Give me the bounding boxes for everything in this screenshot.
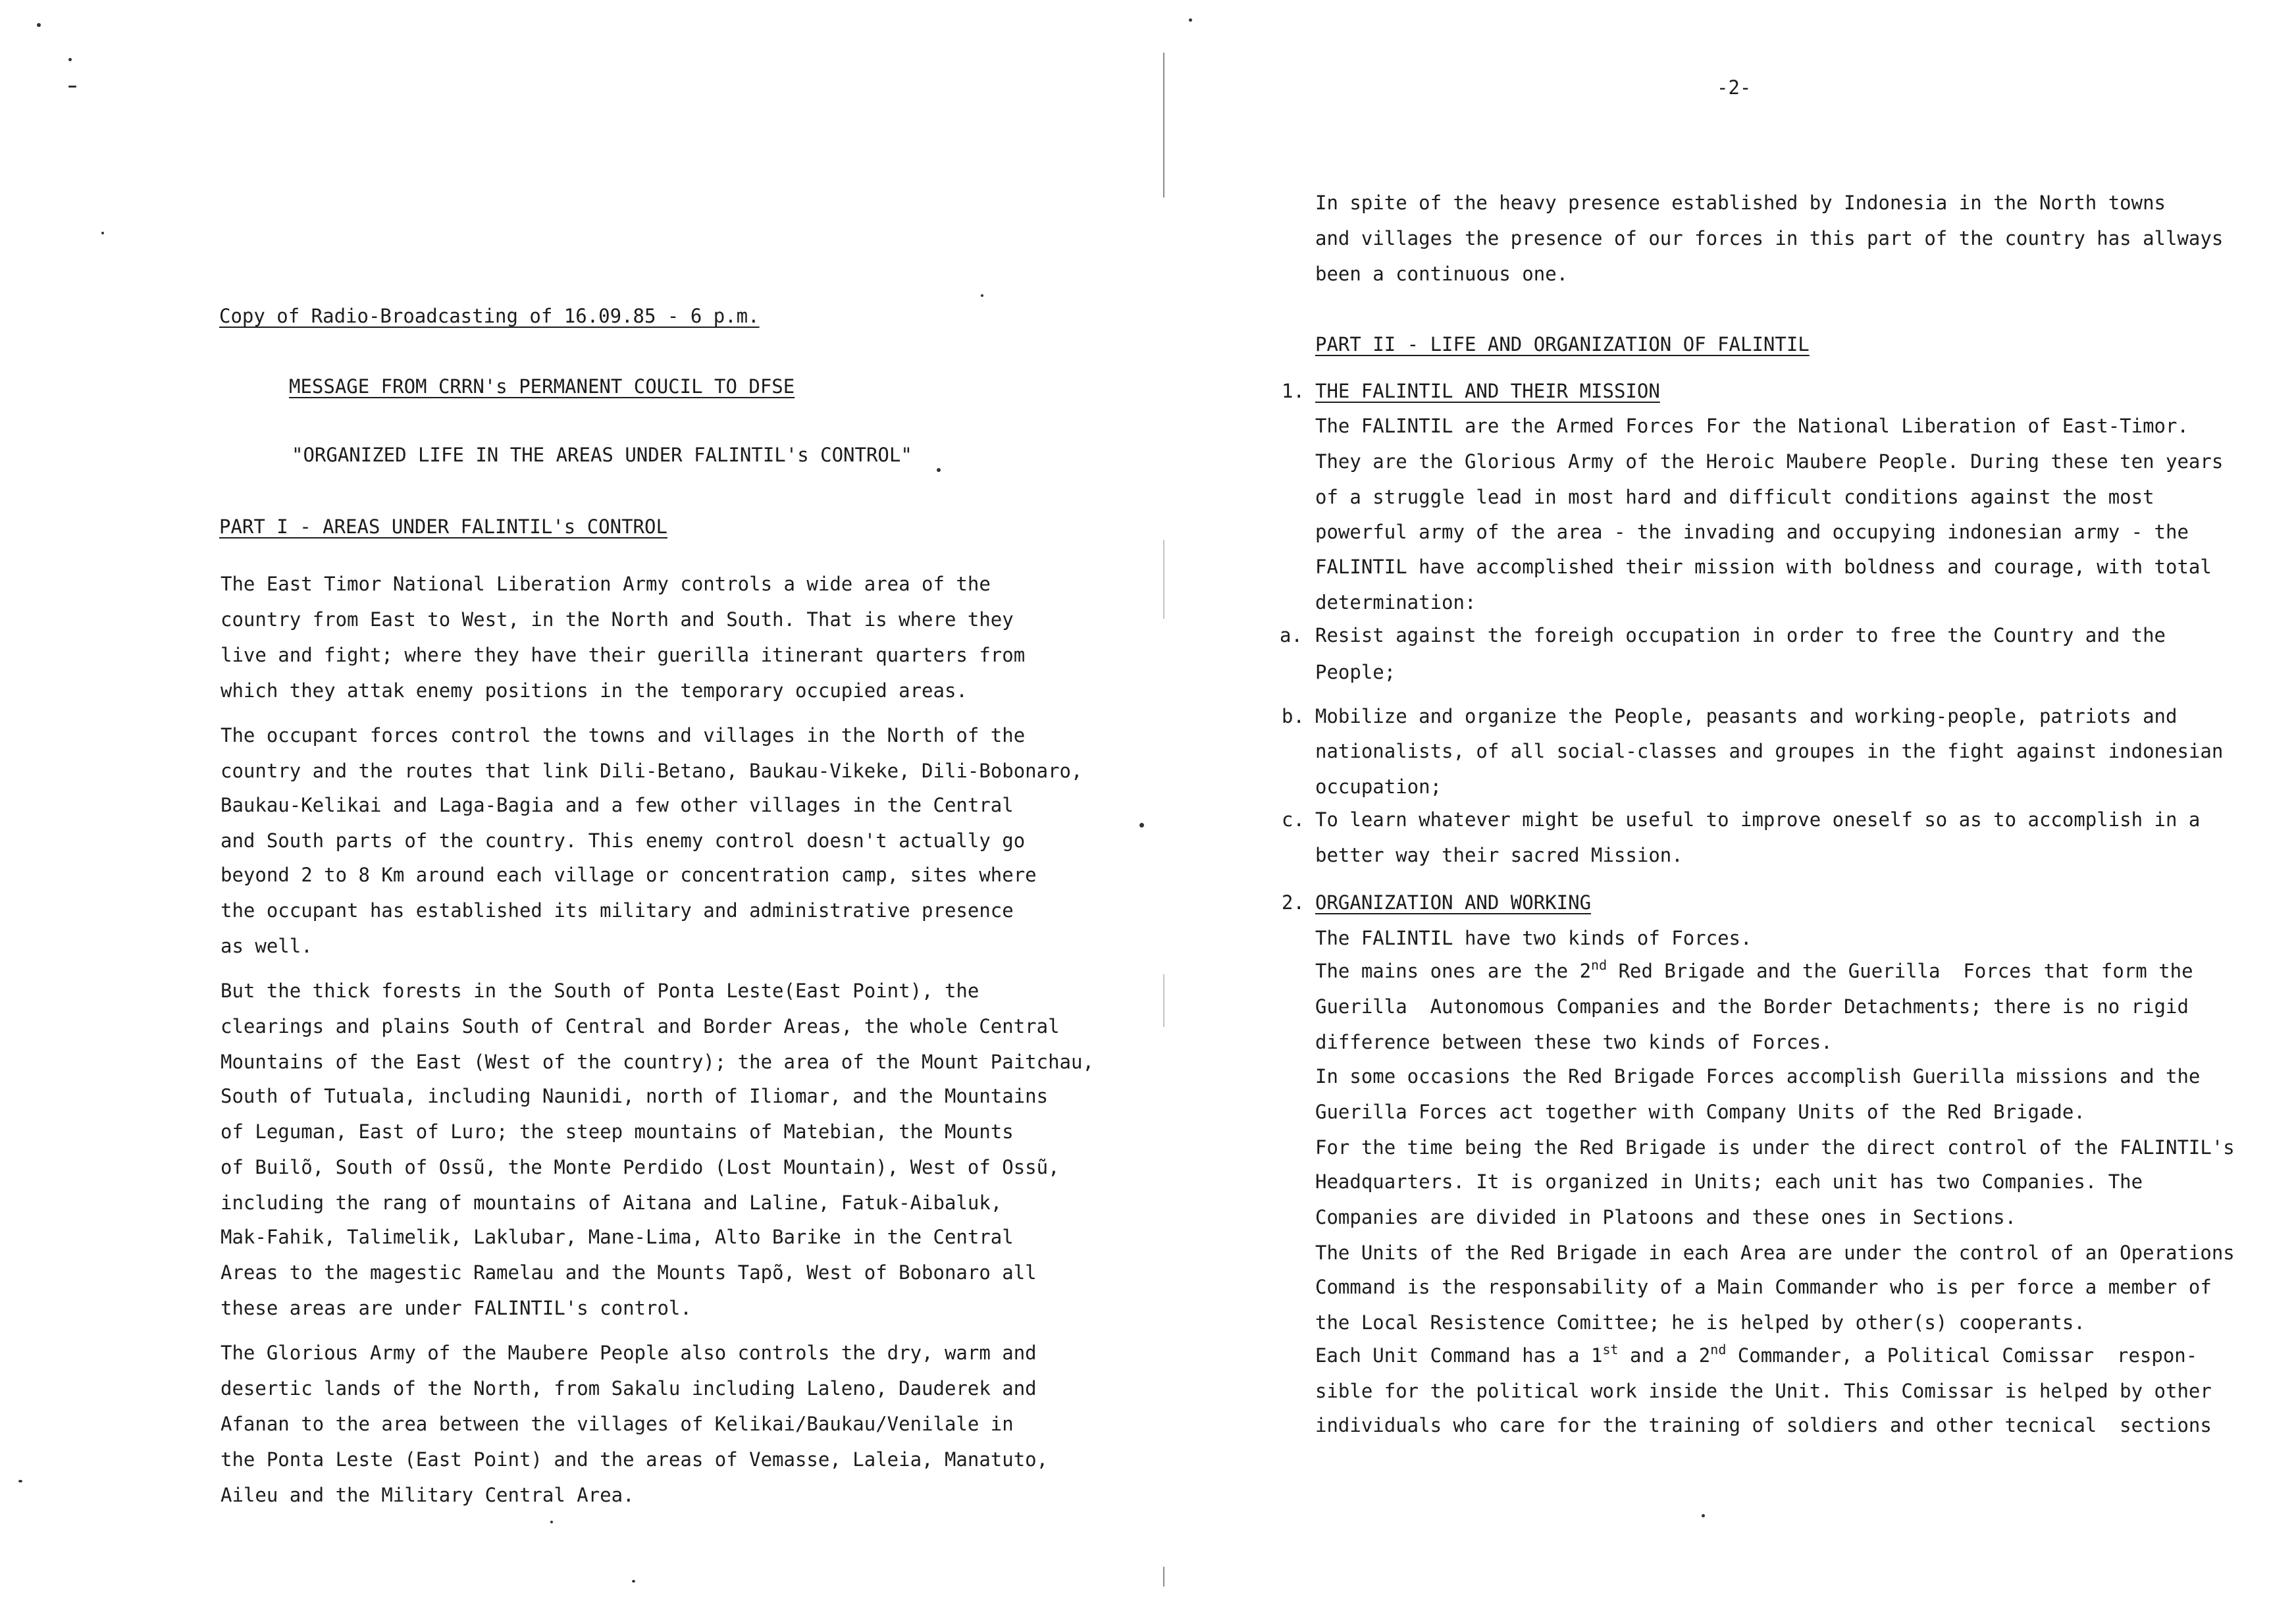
paragraph-line: The Units of the Red Brigade in each Area are under the control of an Operations [1315,1242,2235,1264]
list-item-line: nationalists, of all social-classes and groupes in the fight against indonesian [1315,740,2224,762]
paragraph-line: and South parts of the country. This enemy control doesn't actually go [221,829,1026,852]
paragraph-line: Afanan to the area between the villages of Kelikai/Baukau/Venilale in [221,1413,1014,1435]
paragraph-line: In some occasions the Red Brigade Forces accomplish Guerilla missions and the [1315,1065,2201,1088]
scan-speck [550,1521,553,1523]
section-number: 2. [1282,891,1305,914]
right-page [1148,0,2296,1601]
part1-prefix: PART I - [219,515,323,538]
text-run: The mains ones are the 2 [1315,960,1592,982]
paragraph-line: For the time being the Red Brigade is under the direct control of the FALINTIL's [1315,1136,2235,1159]
broadcast-copy-heading: Copy of Radio-Broadcasting of 16.09.85 - 6 p.m. [219,305,760,327]
paragraph-line: The FALINTIL have two kinds of Forces. [1315,927,1752,949]
paragraph-line: these areas are under FALINTIL's control. [221,1297,692,1319]
paragraph-line: of Builõ, South of Ossũ, the Monte Perdido (Lost Mountain), West of Ossũ, [221,1156,1060,1178]
list-item-line: Resist against the foreigh occupation in order to free the Country and the [1315,624,2166,646]
paragraph-line: live and fight; where they have their guerilla itinerant quarters from [221,644,1026,666]
paragraph-line: Companies are divided in Platoons and these ones in Sections. [1315,1206,2017,1228]
page-number: -2- [1717,76,1752,99]
part1-title: AREAS UNDER FALINTIL's CONTROL [323,515,667,538]
document-title: "ORGANIZED LIFE IN THE AREAS UNDER FALINTIL's CONTROL" [292,444,912,466]
paragraph-line: Baukau-Kelikai and Laga-Bagia and a few other villages in the Central [221,794,1014,816]
ordinal-suffix: nd [1710,1342,1727,1357]
paragraph-line: desertic lands of the North, from Sakalu including Laleno, Dauderek and [221,1377,1037,1400]
scan-speck [101,232,104,234]
section-number: 1. [1282,380,1305,402]
paragraph-line: Areas to the magestic Ramelau and the Mounts Tapõ, West of Bobonaro all [221,1261,1037,1284]
scan-speck [68,58,72,61]
paragraph-line: Headquarters. It is organized in Units; each unit has two Companies. The [1315,1170,2143,1193]
list-item-line: Mobilize and organize the People, peasants and working-people, patriots and [1315,705,2178,727]
paragraph-line: Command is the responsability of a Main Commander who is per force a member of [1315,1276,2212,1298]
paragraph-line: Aileu and the Military Central Area. [221,1484,635,1506]
paragraph-line: Mak-Fahik, Talimelik, Laklubar, Mane-Lima, Alto Barike in the Central [221,1226,1014,1248]
paragraph-line: difference between these two kinds of Forces. [1315,1031,1833,1053]
scan-speck [68,86,76,88]
paragraph-line: including the rang of mountains of Aitana and Laline, Fatuk-Aibaluk, [221,1192,1003,1214]
paragraph-line: country and the routes that link Dili-Betano, Baukau-Vikeke, Dili-Bobonaro, [221,760,1083,782]
paragraph-line: Mountains of the East (West of the country); the area of the Mount Paitchau, [221,1051,1094,1073]
list-item-line: To learn whatever might be useful to improve oneself so as to accomplish in a [1315,808,2201,831]
paragraph-line: They are the Glorious Army of the Heroic Maubere People. During these ten years [1315,450,2224,473]
scan-speck [632,1580,635,1583]
paragraph-line: determination: [1315,591,1476,614]
paragraph-line: which they attak enemy positions in the temporary occupied areas. [221,679,968,702]
paragraph-line: powerful army of the area - the invading and occupying indonesian army - the [1315,521,2189,543]
ordinal-suffix: nd [1591,957,1607,973]
scan-speck [18,1480,22,1483]
paragraph-line: clearings and plains South of Central and Border Areas, the whole Central [221,1015,1060,1037]
paragraph-line [1315,1344,2197,1367]
scan-speck [37,23,41,27]
message-heading: MESSAGE FROM CRRN's PERMANENT COUCIL TO DFSE [289,375,795,398]
paragraph-line: beyond 2 to 8 Km around each village or concentration camp, sites where [221,864,1037,886]
paragraph-line: sible for the political work inside the Unit. This Comissar is helped by other [1315,1380,2212,1402]
scan-speck [1139,823,1144,827]
text-run: and a 2 [1618,1344,1711,1367]
section1-title: THE FALINTIL AND THEIR MISSION [1315,380,1660,402]
paragraph-line: the Ponta Leste (East Point) and the areas of Vemasse, Laleia, Manatuto, [221,1448,1049,1471]
paragraph-line: The occupant forces control the towns and villages in the North of the [221,724,1026,747]
paragraph-line: been a continuous one. [1315,263,1569,285]
paragraph-line: The Glorious Army of the Maubere People also controls the dry, warm and [221,1342,1037,1364]
paragraph-line: FALINTIL have accomplished their mission with boldness and courage, with total [1315,556,2212,578]
list-label: a. [1280,624,1303,646]
list-item-line: occupation; [1315,775,1442,798]
paragraph-line: the occupant has established its military and administrative presence [221,899,1014,922]
paragraph-line: South of Tutuala, including Naunidi, north of Iliomar, and the Mountains [221,1085,1049,1107]
paragraph-line: of a struggle lead in most hard and difficult conditions against the most [1315,486,2154,508]
paragraph-line [1315,959,2193,983]
paragraph-line: The FALINTIL are the Armed Forces For the National Liberation of East-Timor. [1315,415,2189,437]
text-run: Commander, a Political Comissar respon- [1726,1344,2198,1367]
paragraph-line: Guerilla Autonomous Companies and the Border Detachments; there is no rigid [1315,995,2189,1018]
paragraph-line: individuals who care for the training of soldiers and other tecnical sections [1315,1414,2212,1436]
paragraph-line: the Local Resistence Comittee; he is helped by other(s) cooperants. [1315,1311,2085,1334]
ordinal-suffix: st [1602,1342,1619,1357]
scan-speck [981,294,983,297]
paragraph-line: country from East to West, in the North and South. That is where they [221,608,1014,631]
list-item-line: People; [1315,661,1396,683]
paragraph-line: In spite of the heavy presence established by Indonesia in the North towns [1315,192,2166,214]
section2-title: ORGANIZATION AND WORKING [1315,891,1592,914]
list-item-line: better way their sacred Mission. [1315,844,1683,866]
scan-speck [937,468,941,472]
paragraph-line: and villages the presence of our forces in this part of the country has allways [1315,227,2224,249]
paragraph-line: But the thick forests in the South of Ponta Leste(East Point), the [221,980,979,1002]
text-run: Red Brigade and the Guerilla Forces that form the [1607,960,2193,982]
part2-heading: PART II - LIFE AND ORGANIZATION OF FALINTIL [1315,333,1810,355]
list-label: c. [1282,808,1305,831]
paragraph-line: of Leguman, East of Luro; the steep mountains of Matebian, the Mounts [221,1120,1014,1143]
paragraph-line: The East Timor National Liberation Army controls a wide area of the [221,573,991,595]
text-run: Each Unit Command has a 1 [1315,1344,1603,1367]
paragraph-line: Guerilla Forces act together with Company Units of the Red Brigade. [1315,1101,2085,1123]
part1-heading [219,515,667,538]
paragraph-line: as well. [221,935,313,957]
list-label: b. [1282,705,1305,727]
